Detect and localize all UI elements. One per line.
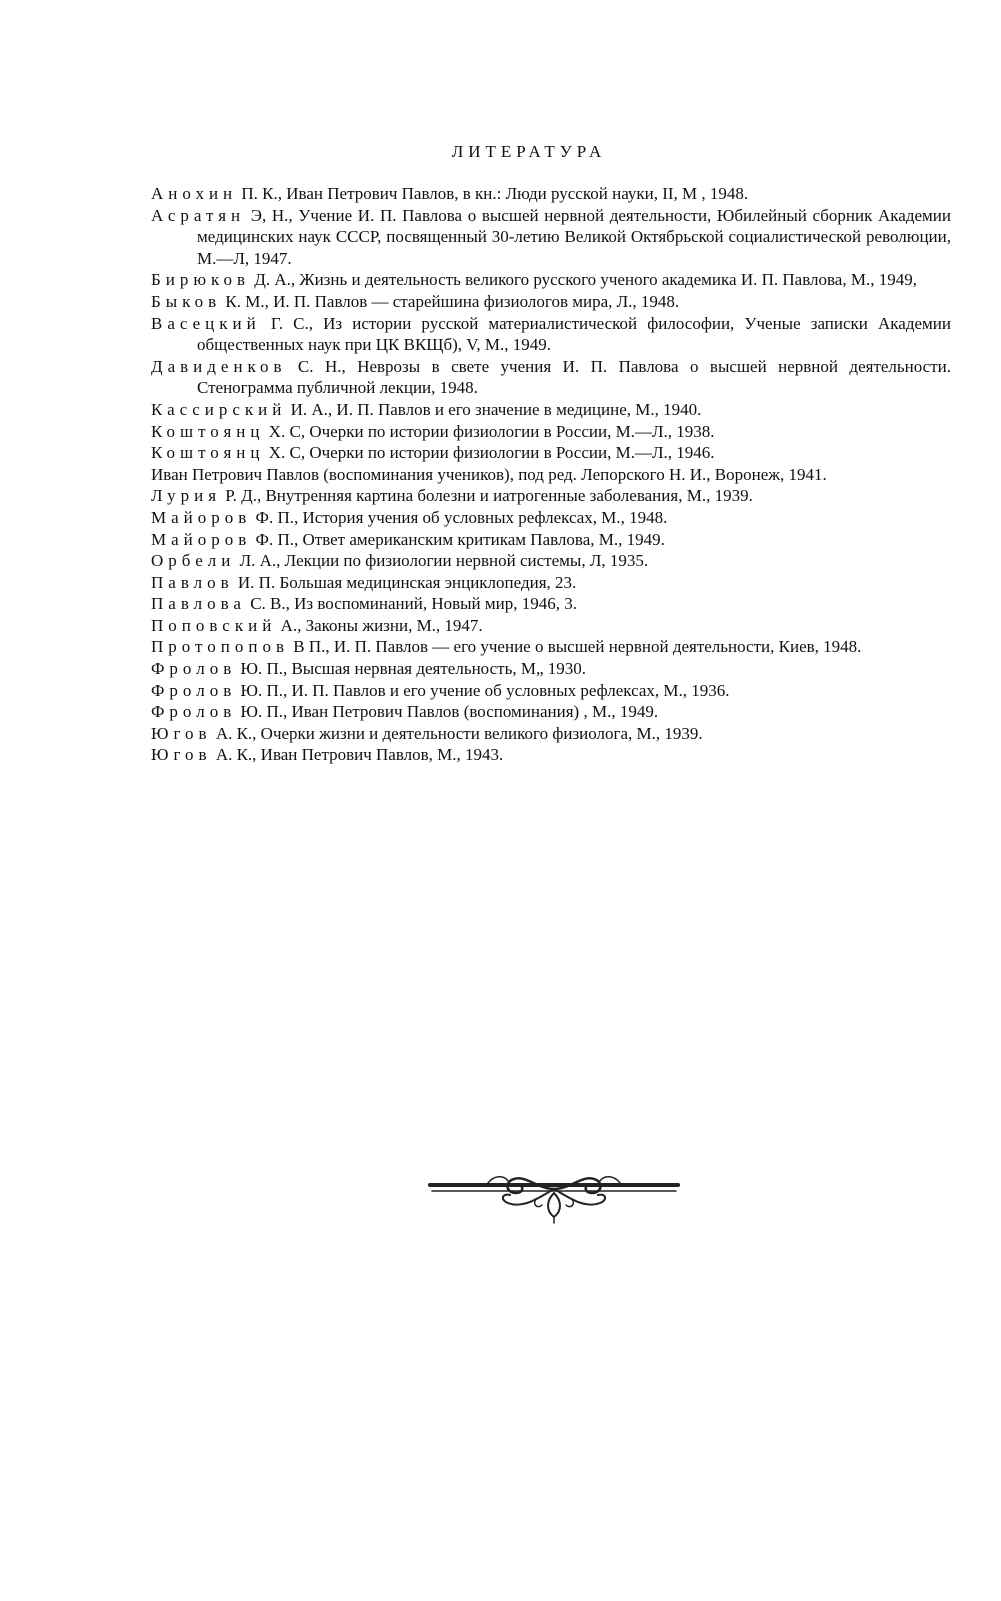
reference-item xyxy=(151,572,951,594)
reference-author: Бирюков xyxy=(151,270,250,290)
reference-text: С. Н., Неврозы в свете учения И. П. Павлова о высшей нервной деятельности. Стенограмма публичной лекции, 1948. xyxy=(197,356,951,398)
reference-text: А., Законы жизни, М., 1947. xyxy=(276,615,483,635)
reference-author: Югов xyxy=(151,723,212,743)
reference-item xyxy=(151,464,951,486)
reference-author: Давиденков xyxy=(151,356,287,376)
reference-item xyxy=(151,593,951,615)
reference-text: А. К., Очерки жизни и деятельности великого физиолога, М., 1939. xyxy=(211,723,703,743)
reference-text: Д. А., Жизнь и деятельность великого русского ученого академика И. П. Павлова, М., 1949, xyxy=(249,270,917,290)
reference-author: Майоров xyxy=(151,507,252,527)
decorative-ornament-icon xyxy=(428,1165,680,1227)
reference-item xyxy=(151,421,951,443)
reference-text: Г. С., Из истории русской материалистической философии, Ученые записки Академии общественных наук при ЦК ВКЩб), V, М., 1949. xyxy=(197,313,951,355)
reference-text: И. А., И. П. Павлов и его значение в медицине, М., 1940. xyxy=(286,399,702,419)
reference-text: Ю. П., И. П. Павлов и его учение об условных рефлексах, М., 1936. xyxy=(236,680,730,700)
reference-author: Орбели xyxy=(151,551,236,571)
reference-text: К. М., И. П. Павлов — старейшина физиологов мира, Л., 1948. xyxy=(221,291,680,311)
reference-author: Поповский xyxy=(151,615,277,635)
reference-author: Лурия xyxy=(151,486,222,506)
reference-text: X. С, Очерки по истории физиологии в России, М.—Л., 1946. xyxy=(264,443,715,463)
reference-author: Анохин xyxy=(151,184,238,203)
reference-text: Р. Д., Внутренняя картина болезни и иатрогенные заболевания, М., 1939. xyxy=(221,486,753,506)
reference-author: Фролов xyxy=(151,702,237,722)
reference-item xyxy=(151,529,951,551)
reference-item xyxy=(151,550,951,572)
reference-author: Фролов xyxy=(151,680,237,700)
reference-author: Коштоянц xyxy=(151,443,265,463)
reference-text: И. П. Большая медицинская энциклопедия, 23. xyxy=(233,572,577,592)
reference-text: X. С, Очерки по истории физиологии в России, М.—Л., 1938. xyxy=(264,421,715,441)
reference-item xyxy=(151,399,951,421)
reference-list xyxy=(151,183,951,766)
reference-author: Кассирский xyxy=(151,399,287,419)
reference-text: Э, Н., Учение И. П. Павлова о высшей нервной деятельности, Юбилейный сборник Академии медицинских наук СССР, посвященный 30-летию Великой Октябрьской социалистической революции, М.—Л, 1947. xyxy=(197,205,951,268)
reference-text: Л. А., Лекции по физиологии нервной системы, Л, 1935. xyxy=(235,551,649,571)
reference-item xyxy=(151,658,951,680)
reference-author: Павлов xyxy=(151,572,234,592)
reference-text: А. К., Иван Петрович Павлов, М., 1943. xyxy=(211,745,504,765)
reference-text: Ф. П., Ответ американским критикам Павлова, М., 1949. xyxy=(251,529,665,549)
reference-item xyxy=(151,680,951,702)
reference-text: Ю. П., Высшая нервная деятельность, М„ 1930. xyxy=(236,659,586,679)
reference-text: В П., И. П. Павлов — его учение о высшей нервной деятельности, Киев, 1948. xyxy=(288,637,862,657)
reference-author: Майоров xyxy=(151,529,252,549)
reference-item xyxy=(151,356,951,399)
reference-text: Иван Петрович Павлов (воспоминания учеников), под ред. Лепорского Н. И., Воронеж, 1941. xyxy=(151,464,827,484)
reference-item xyxy=(151,291,951,313)
reference-item xyxy=(151,485,951,507)
reference-author: Фролов xyxy=(151,659,237,679)
reference-item xyxy=(151,205,951,270)
reference-item xyxy=(151,507,951,529)
reference-item xyxy=(151,723,951,745)
reference-text: П. К., Иван Петрович Павлов, в кн.: Люди русской науки, II, М , 1948. xyxy=(237,184,749,203)
reference-author: Павлова xyxy=(151,594,246,614)
reference-text: Ф. П., История учения об условных рефлексах, М., 1948. xyxy=(251,507,668,527)
reference-item xyxy=(151,615,951,637)
reference-author: Протопопов xyxy=(151,637,289,657)
reference-text: Ю. П., Иван Петрович Павлов (воспоминания) , М., 1949. xyxy=(236,702,659,722)
reference-item xyxy=(151,313,951,356)
reference-author: Коштоянц xyxy=(151,421,265,441)
reference-author: Асратян xyxy=(151,205,246,225)
reference-author: Васецкий xyxy=(151,313,261,333)
reference-author: Быков xyxy=(151,291,222,311)
reference-author: Югов xyxy=(151,745,212,765)
reference-item xyxy=(151,744,951,766)
reference-item xyxy=(151,183,951,205)
reference-text: С. В., Из воспоминаний, Новый мир, 1946, 3. xyxy=(245,594,578,614)
reference-item xyxy=(151,269,951,291)
reference-item xyxy=(151,701,951,723)
page-title: ЛИТЕРАТУРА xyxy=(451,142,607,161)
reference-item xyxy=(151,442,951,464)
reference-item xyxy=(151,636,951,658)
